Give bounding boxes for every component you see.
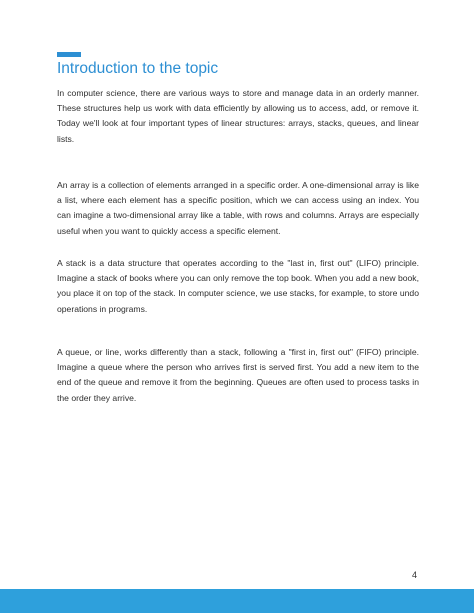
footer-band bbox=[0, 589, 474, 613]
title-accent-rule bbox=[57, 52, 81, 57]
page-number: 4 bbox=[411, 570, 417, 580]
paragraph-intro: In computer science, there are various ways to store and manage data in an orderly manner. These structures help us work with data efficiently by allowing us to access, add, or remove it. Today we'll look at four important types of linear structures: arrays, stacks, queues, and linear lists. bbox=[57, 88, 419, 144]
paragraph-queues: A queue, or line, works differently than a stack, following a "first in, first out" (FIFO) principle. Imagine a queue where the person who arrives first is served first. You add a new item to the end of the queue and remove it from the beginning. Queues are often used to process tasks in the order they arrive. bbox=[57, 347, 419, 403]
paragraph-arrays: An array is a collection of elements arranged in a specific order. A one-dimensional array is like a list, where each element has a specific position, which we can access using an index. You can imagine a two-dimensional array like a table, with rows and columns. Arrays are especially useful when you want to quickly access a specific element. bbox=[57, 180, 419, 236]
page-title: Introduction to the topic bbox=[57, 60, 219, 77]
paragraph-stacks: A stack is a data structure that operates according to the "last in, first out" (LIFO) principle. Imagine a stack of books where you can only remove the top book. When you add a new book, you place it on top of the stack. In computer science, we use stacks, for example, to store undo operations in programs. bbox=[57, 258, 419, 314]
